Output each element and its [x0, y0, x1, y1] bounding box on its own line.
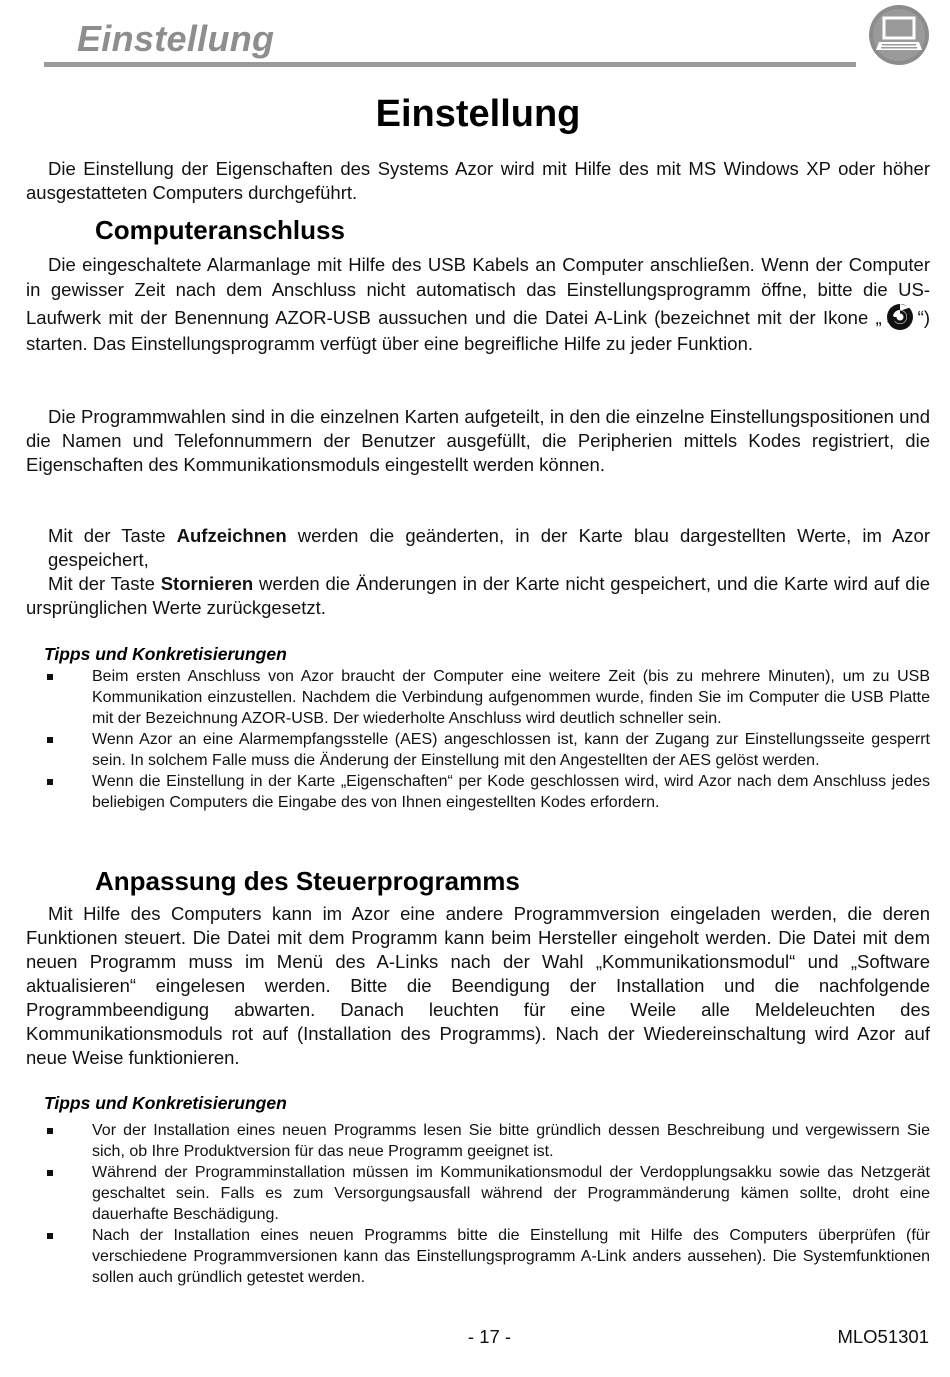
section-title-anpassung: Anpassung des Steuerprogramms: [95, 866, 520, 896]
sec1-paragraph-1: [26, 253, 930, 357]
sec1-paragraph-3: [48, 524, 930, 572]
p4-text-a: Mit der Taste: [48, 573, 161, 594]
header-rule: [44, 62, 856, 67]
list-item: Beim ersten Anschluss von Azor braucht der Computer eine weitere Zeit (bis zu mehrere Minuten), um zu USB Kommunikation einzustellen. Nachdem die Verbindung aufgenommen wurde, finden Sie im Computer die USB Platte mit der Bezeichnung AZOR-USB. Der wiederholte Anschluss wird deutlich schneller sein.: [44, 666, 930, 729]
bullet-icon: [47, 1170, 53, 1176]
list-item: Wenn Azor an eine Alarmempfangsstelle (AES) angeschlossen ist, kann der Zugang zur Einstellungsseite gesperrt sein. In solchem Falle muss die Änderung der Einstellung mit den Angestellten der AES gelöst werden.: [44, 729, 930, 771]
bullet-icon: [47, 1128, 53, 1134]
stornieren-term: Stornieren: [160, 573, 254, 594]
tips-title-2: Tipps und Konkretisierungen: [44, 1093, 287, 1113]
laptop-icon: [866, 4, 932, 66]
document-code: MLO51301: [837, 1326, 929, 1347]
sec1-paragraph-2: Die Programmwahlen sind in die einzelnen Karten aufgeteilt, in den die einzelne Einstellungspositionen und die Namen und Telefonnummern der Benutzer ausgefüllt, die Peripherien mittels Kodes registriert, die Eigenschaften des Kommunikationsmoduls eingestellt werden können.: [26, 406, 930, 475]
tips-title-1: Tipps und Konkretisierungen: [44, 644, 287, 664]
list-item: Nach der Installation eines neuen Programms bitte die Einstellung mit Hilfe des Computers überprüfen (für verschiedene Programmversionen kann das Einstellungsprogramm A-Link anders aussehen). Die Systemfunktionen sollen auch gründlich getestet werden.: [44, 1225, 930, 1288]
bullet-icon: [47, 1233, 53, 1239]
sec1-p1-before: Die eingeschaltete Alarmanlage mit Hilfe des USB Kabels an Computer anschließen. Wenn der Computer in gewisser Zeit nach dem Anschluss nicht automatisch das Einstellungsprogramm öffne, bitte die US-Laufwerk mit der Benennung AZOR-USB aussuchen und die Datei A-Link (bezeichnet mit der Ikone „: [26, 254, 930, 328]
p3-text-a: Mit der Taste: [48, 525, 177, 546]
sec2-paragraph-1: Mit Hilfe des Computers kann im Azor eine andere Programmversion eingeladen werden, die deren Funktionen steuert. Die Datei mit dem Programm kann beim Hersteller eingeholt werden. Die Datei mit dem neuen Programm muss im Menü des A-Links nach der Wahl „Kommunikationsmodul“ und „Software aktualisieren“ eingelesen werden. Bitte die Beendigung der Installation und die nachfolgende Programmbeendigung abwarten. Danach leuchten für eine Weile alle Meldeleuchten des Kommunikationsmoduls rot auf (Installation des Programms). Nach der Wiedereinschaltung wird Azor auf neue Weise funktionieren.: [26, 903, 930, 1068]
list-item: Während der Programminstallation müssen im Kommunikationsmodul der Verdopplungsakku sowie das Netzgerät geschaltet sein. Falls es zum Versorgungsausfall während der Programmänderung kämen sollte, droht eine dauerhafte Beschädigung.: [44, 1162, 930, 1225]
tips-list-2: [44, 1120, 930, 1288]
sec1-paragraph-4: [26, 572, 930, 620]
page-number: - 17 -: [467, 1326, 512, 1347]
bullet-icon: [47, 674, 53, 680]
p3-text-c: werden die geänderten, in der Karte blau dargestellten Werte, im Azor gespeichert,: [48, 525, 930, 570]
list-item: Wenn die Einstellung in der Karte „Eigenschaften“ per Kode geschlossen wird, wird Azor nach dem Anschluss jedes beliebigen Computers die Eingabe des von Ihnen eingestellten Kodes erfordern.: [44, 771, 930, 813]
refresh-arrow-icon: [883, 302, 917, 332]
p4-text-c: werden die Änderungen in der Karte nicht gespeichert, und die Karte wird auf die ursprünglichen Werte zurückgesetzt.: [26, 573, 930, 618]
header-title: Einstellung: [77, 18, 275, 59]
aufzeichnen-term: Aufzeichnen: [176, 525, 287, 546]
bullet-icon: [47, 737, 53, 743]
section-title-computeranschluss: Computeranschluss: [95, 215, 345, 245]
tips-list-1: [44, 666, 930, 813]
page-heading: Einstellung: [375, 93, 581, 135]
intro-paragraph: Die Einstellung der Eigenschaften des Systems Azor wird mit Hilfe des mit MS Windows XP oder höher ausgestatteten Computers durchgeführt.: [26, 158, 930, 203]
sec1-p1-after: “) starten. Das Einstellungsprogramm verfügt über eine begreifliche Hilfe zu jeder Funktion.: [26, 307, 930, 354]
list-item: Vor der Installation eines neuen Programms lesen Sie bitte gründlich dessen Beschreibung und vergewissern Sie sich, ob Ihre Produktversion für das neue Programm geeignet ist.: [44, 1120, 930, 1162]
bullet-icon: [47, 779, 53, 785]
